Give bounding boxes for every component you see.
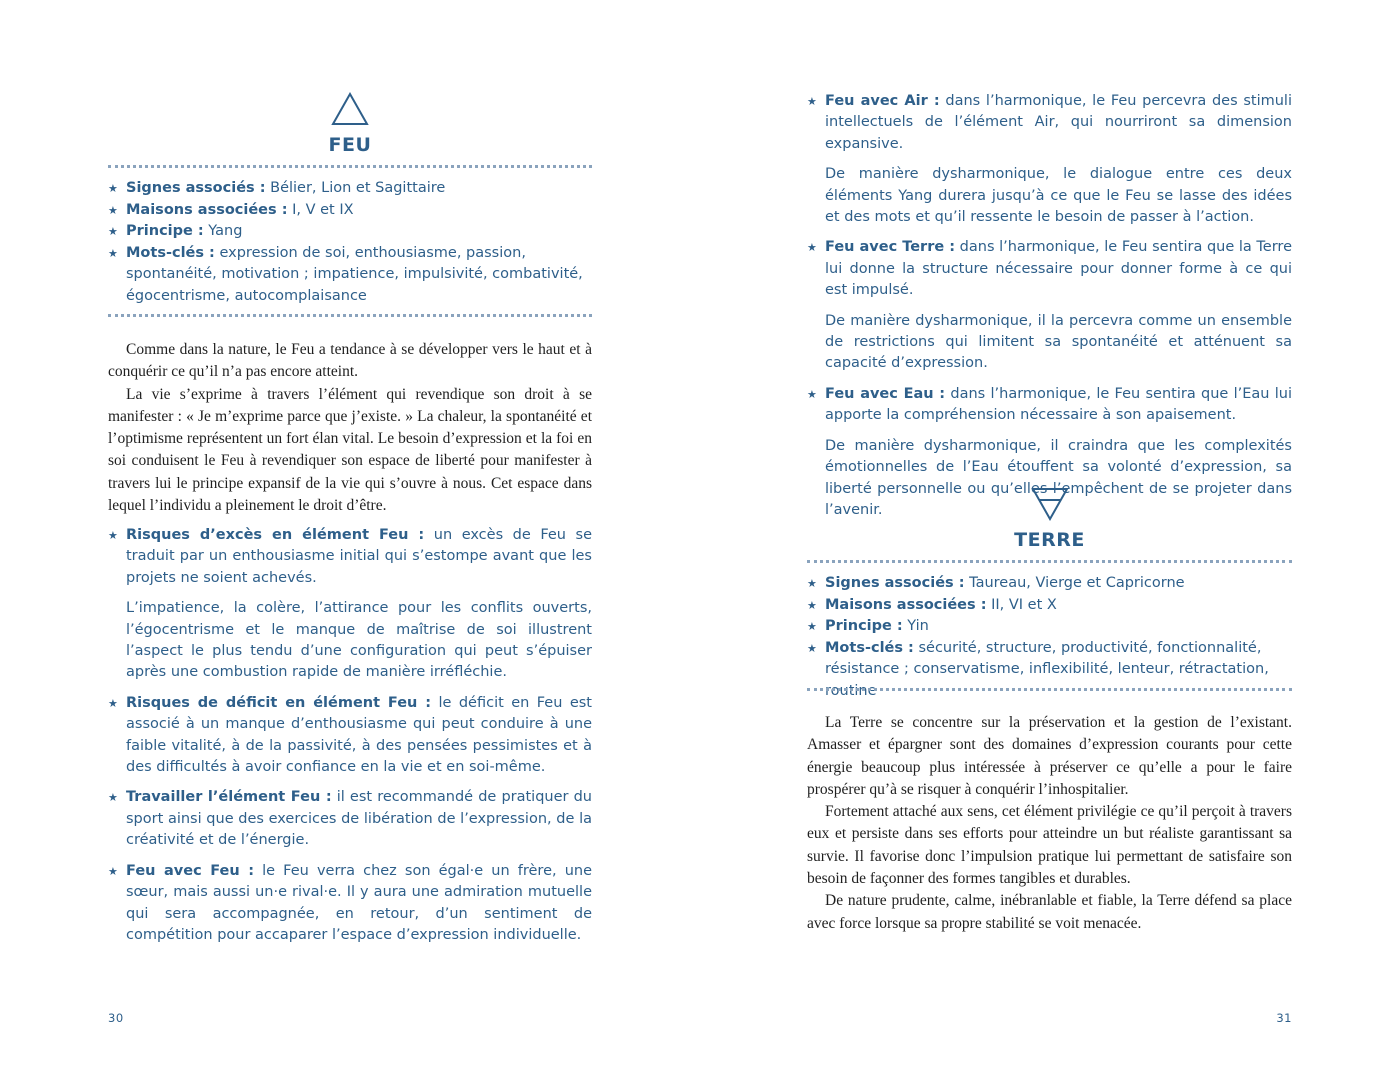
paragraph: De nature prudente, calme, inébranlable et fiable, la Terre défend sa place avec force lorsque sa propre stabilité se voit menacée.: [807, 892, 1292, 932]
attr-principe: ★ Principe : Yin: [807, 616, 1292, 638]
paragraph: Comme dans la nature, le Feu a tendance à se développer vers le haut et à conquérir ce qu’il n’a pas encore atteint.: [108, 341, 592, 381]
attr-principe: ★ Principe : Yang: [108, 221, 592, 243]
earth-triangle-down-icon: [1031, 487, 1069, 521]
star-icon: ★: [108, 182, 118, 195]
bullet-feu-feu: ★ Feu avec Feu : le Feu verra chez son égal·e un frère, une sœur, mais aussi un·e rival·e. Il y aura une admiration mutuelle qui sera accompagnée, en retour, d’un sentiment de compétition pour accaparer l’espace d’expression individuelle.: [108, 862, 592, 943]
paragraph: La Terre se concentre sur la préservation et la gestion de l’existant. Amasser et épargner sont des domaines d’expression courants pour cette énergie beaucoup plus intéressée à préserver ce qu’elle a pour le faire prospérer qu’à se risquer à conquérir l’inhospitalier.: [807, 714, 1292, 798]
star-icon: ★: [807, 241, 817, 255]
bullet-feu-terre: ★ Feu avec Terre : dans l’harmonique, le Feu sentira que la Terre lui donne la structure nécessaire pour donner forme à ce qui est impulsé. De manière dysharmonique, il la percevra comme un ensemble de restrictions qui limitent sa spontanéité et atténuent sa capacité d’expression.: [807, 237, 1292, 374]
element-title-feu: FEU: [328, 134, 372, 156]
star-icon: ★: [108, 696, 118, 710]
bullet-sub: L’impatience, la colère, l’attirance pour les conflits ouverts, l’égocentrisme et le manque de maîtrise de soi illustrent l’aspect le plus tendu d’une configuration qui peut s’épuiser après une combustion rapide de manière irréfléchie.: [126, 600, 592, 681]
paragraph: Fortement attaché aux sens, cet élément privilégie ce qu’il perçoit à travers eux et persiste dans ses efforts pour atteindre un but réaliste garantissant sa survie. Il favorise donc l’impulsion pratique lui permettant de satisfaire son besoin de façonner des formes tangibles et durables.: [807, 803, 1292, 888]
paragraph: La vie s’exprime à travers l’élément qui revendique son droit à se manifester : « Je m’exprime parce que j’existe. » La chaleur, la spontanéité et l’optimisme représentent un fort élan vital. Le besoin d’expression et la foi en soi conduisent le Feu à revendiquer son espace de liberté pour manifester à travers lui le principe expansif de la vie qui s’ouvre à nous. Cet espace dans lequel l’individu a pleinement le droit d’être.: [108, 385, 592, 515]
terre-attributes: [807, 573, 1292, 702]
feu-prose: [108, 339, 592, 517]
right-page: [807, 0, 1292, 1073]
attr-mots-cles: ★ Mots-clés : expression de soi, enthousiasme, passion, spontanéité, motivation ; impatience, impulsivité, combativité, égocentrisme, autocomplaisance: [108, 244, 583, 304]
bullet-exces: ★ Risques d’excès en élément Feu : un excès de Feu se traduit par un enthousiasme initial qui s’estompe avant que les projets ne soient achevés. L’impatience, la colère, l’attirance pour les conflits ouverts, l’égocentrisme et le manque de maîtrise de soi illustrent l’aspect le plus tendu d’une configuration qui peut s’épuiser après une combustion rapide de manière irréfléchie.: [108, 525, 592, 684]
feu-relations-bullets: [807, 91, 1292, 530]
bullet-feu-air: ★ Feu avec Air : dans l’harmonique, le Feu percevra des stimuli intellectuels de l’élément Air, qui nourriront sa dimension expansive. De manière dysharmonique, le dialogue entre ces deux éléments Yang durera jusqu’à ce que le Feu se lasse des idées et des mots et qu’il ressente le besoin de passer à l’action.: [807, 91, 1292, 228]
star-icon: ★: [807, 577, 817, 590]
bullet-deficit: ★ Risques de déficit en élément Feu : le déficit en Feu est associé à un manque d’enthousiasme qui peut conduire à une faible vitalité, à de la passivité, à des pensées pessimistes et à des difficultés à avoir confiance en la vie et en soi-même.: [108, 694, 592, 776]
star-icon: ★: [108, 203, 118, 217]
feu-attributes: [108, 178, 592, 307]
divider-bottom: [807, 688, 1292, 691]
bullet-travailler: ★ Travailler l’élément Feu : il est recommandé de pratiquer du sport ainsi que des exercices de libération de l’expression, de la créativité et de l’énergie.: [108, 789, 592, 849]
star-icon: ★: [807, 387, 817, 401]
page-number-left: 30: [108, 1011, 124, 1025]
terre-prose: [807, 712, 1292, 935]
star-icon: ★: [807, 641, 817, 655]
divider-top: [807, 560, 1292, 563]
attr-maisons: ★ Maisons associées : II, VI et X: [807, 595, 1292, 617]
attr-signes: ★ Signes associés : Taureau, Vierge et Capricorne: [807, 573, 1292, 595]
star-icon: ★: [108, 791, 118, 805]
bullet-feu-eau: ★ Feu avec Eau : dans l’harmonique, le Feu sentira que l’Eau lui apporte la compréhension nécessaire à son apaisement. De manière dysharmonique, il craindra que les complexités émotionnelles de l’Eau étouffent sa volonté d’expression, sa liberté personnelle ou qu’elles l’empêchent de se projeter dans l’avenir.: [807, 384, 1292, 521]
element-title-terre: TERRE: [1014, 529, 1085, 551]
star-icon: ★: [807, 95, 817, 108]
star-icon: ★: [108, 246, 118, 260]
divider-bottom: [108, 314, 592, 317]
attr-mots-cles: ★ Mots-clés : sécurité, structure, productivité, fonctionnalité, résistance ; conservatisme, inflexibilité, lenteur, rétractation, routine: [807, 639, 1269, 699]
feu-bullets: [108, 525, 592, 955]
bullet-sub: De manière dysharmonique, il la percevra comme un ensemble de restrictions qui limitent sa spontanéité et atténuent sa capacité d’expression.: [825, 312, 1292, 372]
attr-signes: ★ Signes associés : Bélier, Lion et Sagittaire: [108, 178, 592, 200]
star-icon: ★: [108, 864, 118, 878]
star-icon: ★: [807, 598, 817, 612]
left-page: [108, 0, 592, 1073]
page-number-right: 31: [1276, 1011, 1292, 1025]
bullet-sub: De manière dysharmonique, le dialogue entre ces deux éléments Yang durera jusqu’à ce que le Feu se lasse des idées et des mots et qu’il ressente le besoin de passer à l’action.: [825, 166, 1292, 226]
attr-maisons: ★ Maisons associées : I, V et IX: [108, 200, 592, 222]
star-icon: ★: [807, 620, 817, 633]
star-icon: ★: [108, 225, 118, 238]
divider-top: [108, 165, 592, 168]
fire-triangle-up-icon: [331, 92, 369, 126]
star-icon: ★: [108, 529, 118, 542]
bullet-sub: De manière dysharmonique, il craindra que les complexités émotionnelles de l’Eau étouffent sa volonté d’expression, sa liberté personnelle ou qu’elles l’empêchent de se projeter dans l’avenir.: [825, 437, 1292, 518]
